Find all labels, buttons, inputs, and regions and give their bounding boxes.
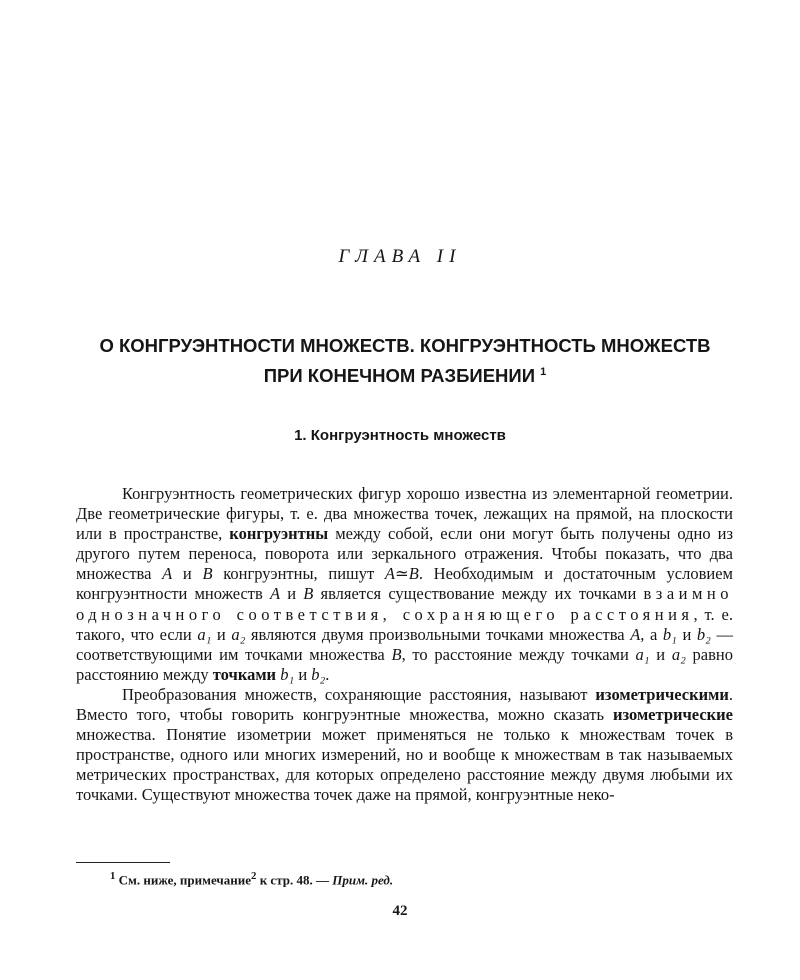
p1-math-a2: a₂ [231, 624, 246, 644]
p1-math-A: A [162, 564, 173, 584]
p1-text: , то расстояние между [401, 644, 572, 664]
p1-text: и [280, 584, 304, 604]
p1-math-b1: b₁ [662, 624, 677, 644]
p1-text: являются двумя произвольными точками множества [245, 624, 631, 644]
p2-term-isometric: изометрическими [595, 684, 729, 704]
p1-math-b2: b₂ [696, 624, 711, 644]
p1-text: между собой, если они могут быть получены одно из другого путем переноса, поворота или зеркального отражения. Чтобы показать, что два множества [76, 524, 733, 584]
p1-math-b2: b₂ [311, 664, 326, 684]
chapter-label: ГЛАВА II [338, 246, 462, 267]
page-number: 42 [392, 903, 408, 919]
footnote [110, 870, 393, 888]
chapter-title-line1: О КОНГРУЭНТНОСТИ МНОЖЕСТВ. КОНГРУЭНТНОСТЬ МНОЖЕСТВ [99, 335, 711, 356]
p1-math-A: A [630, 624, 641, 644]
p2-text: множества. Понятие изометрии может применяться не только к множествам точек в пространстве, одного или многих измерений, но и вообще к множествам в так называемых метрических пространствах, для которых определено расстояние между двумя любыми их точками. Существуют множества точек даже на прямой, конгруэнтные неко- [76, 725, 733, 805]
body-text [76, 484, 733, 806]
p1-math-A-cong-B: A≃B [384, 564, 419, 584]
p1-text: и [676, 624, 697, 644]
section-title: 1. Конгруэнтность множеств [294, 427, 506, 444]
p1-text: точками [212, 664, 277, 684]
footnote-text: См. ниже, примечание [118, 872, 252, 888]
p1-text: . [325, 664, 330, 684]
p1-math-B: B [303, 584, 314, 604]
p1-text: и [294, 664, 312, 684]
p1-text: является существование между их точками [313, 584, 644, 604]
footnote-text-2: к стр. 48. — [256, 872, 333, 888]
p1-text: . Необходимым и достаточным условием конгруэнтности множеств [76, 564, 733, 604]
p2-term-isometric-sets: изометрические [612, 705, 733, 725]
p1-text: и [172, 564, 203, 584]
p1-spaced-term: взаимно однозначного соответствия, сохраняющего расстояния [76, 584, 733, 624]
footnote-editor-ref: Прим. ред. [332, 872, 394, 888]
p1-math-a1: a₁ [635, 644, 650, 664]
p1-math-a1: a₁ [197, 624, 212, 644]
p1-text: равно расстоянию между [76, 644, 733, 684]
p2-text: Преобразования множеств, сохраняющие расстояния, называют [122, 684, 596, 704]
chapter-title [70, 333, 740, 389]
p1-math-B: B [202, 564, 213, 584]
footnote-sup: 2 [251, 870, 257, 882]
p1-math-a2: a₂ [671, 644, 686, 664]
footnote-mark: 1 [110, 870, 116, 882]
footnote-divider [76, 862, 170, 863]
p1-text: и [649, 644, 672, 664]
p1-math-A: A [269, 584, 281, 604]
p1-math-B: B [391, 644, 402, 664]
p1-text: конгруэнтны, пишут [212, 564, 385, 584]
p1-math-b1: b₁ [280, 664, 295, 684]
p1-text: , т. е. такого, что если [76, 604, 733, 644]
p1-term-congruent: конгруэнтны [229, 524, 329, 544]
paragraph-2 [76, 685, 733, 806]
p1-text: , а [640, 624, 663, 644]
p1-text: Конгруэнтность геометрических фигур хорошо известна из элементарной геометрии. Две геометрические фигуры, т. е. два множества точек, лежащих на прямой, на плоскости или в пространстве, [76, 484, 733, 544]
paragraph-1 [76, 484, 733, 685]
p1-text: точками [571, 644, 629, 664]
p2-text: . Вместо того, чтобы говорить конгруэнтные множества, можно сказать [76, 684, 733, 725]
chapter-title-line2: ПРИ КОНЕЧНОМ РАЗБИЕНИИ [263, 365, 536, 387]
chapter-footnote-mark: 1 [540, 366, 547, 378]
p1-text: — соответствующими им точками множества [76, 624, 733, 664]
p1-text: и [211, 624, 232, 644]
